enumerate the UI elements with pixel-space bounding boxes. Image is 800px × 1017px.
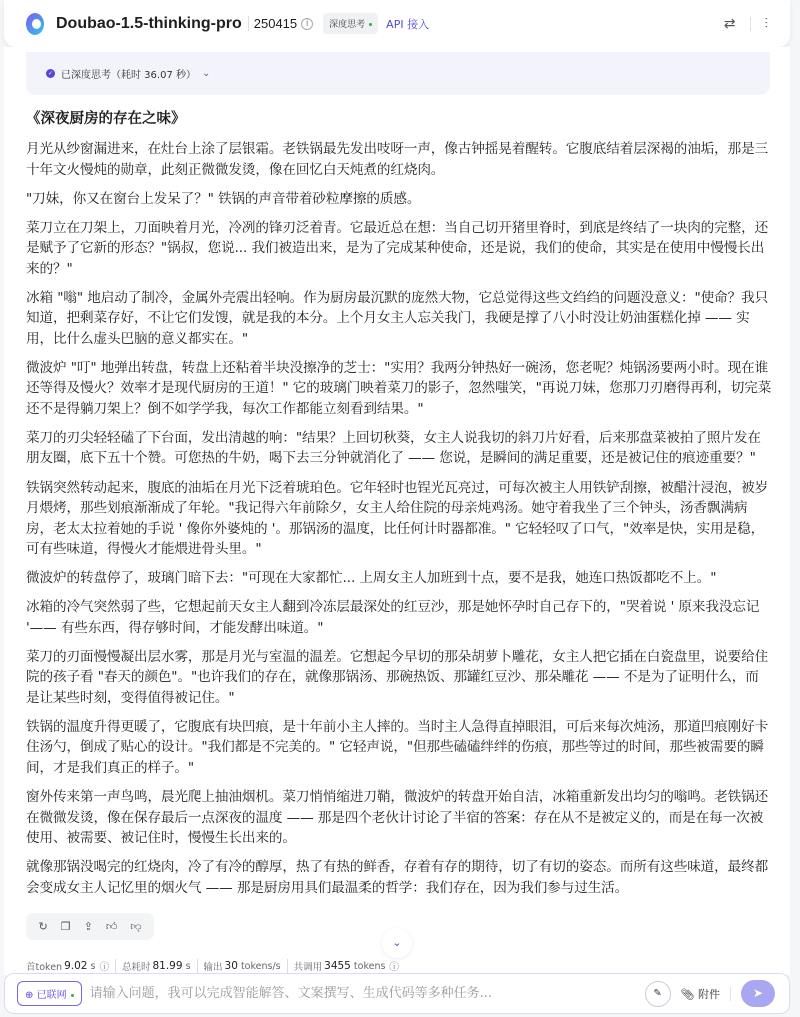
message-input[interactable] xyxy=(88,985,645,1002)
paragraph: 窗外传来第一声鸟鸣，晨光爬上抽油烟机。菜刀悄悄缩进刀鞘，微波炉的转盘开始自洁，冰箱重新发出均匀的嗡鸣。老铁锅还在微微发烫，像在保存最后一点深夜的温度 —— 那是四个老伙计讨论了半宿的答案：存在从不是被定义的，而是在每一次被使用、被需要、被记住时，慢慢生长出来的。 xyxy=(26,789,769,847)
send-button[interactable]: ➤ xyxy=(741,980,775,1007)
article-title: 《深夜厨房的存在之味》 xyxy=(26,111,186,127)
output-value: 30 xyxy=(224,960,238,972)
settings-sliders-icon[interactable]: ⫶ xyxy=(764,15,768,32)
share-icon[interactable]: ⇪ xyxy=(83,920,93,933)
paragraph: "刀妹，你又在窗台上发呆了？" 铁锅的声音带着砂粒摩擦的质感。 xyxy=(26,190,421,207)
total-time-value: 81.99 xyxy=(152,960,183,972)
paragraph: 菜刀立在刀架上，刀面映着月光，冷冽的锋刃泛着青。它最近总在想：当自己切开猪里脊时，到底是终结了一块肉的完整，还是赋予了它新的形态？"锅叔，您说... 我们被造出来，是为了完成某种使命，还是说，我们的使命，其实是在使用中慢慢长出来的？" xyxy=(26,219,769,277)
paragraph: 冰箱的冷气突然弱了些，它想起前天女主人翻到冷冻层最深处的红豆沙，那是她怀孕时自己存下的，"哭着说 ' 原来我没忘记 '—— 有些东西，得存够时间，才能发酵出味道。" xyxy=(26,599,760,636)
first-token-value: 9.02 xyxy=(64,960,88,972)
magic-wand-icon[interactable]: ✎ xyxy=(645,981,671,1007)
thinking-summary[interactable] xyxy=(26,52,770,95)
scroll-down-button[interactable]: ⌄ xyxy=(382,928,412,958)
output-label: 输出 xyxy=(197,959,223,973)
paragraph: 冰箱 "嗡" 地启动了制冷，金属外壳震出轻响。作为厨房最沉默的庞然大物，它总觉得这些文绉绉的问题没意义："使命？我只知道，把剩菜存好，不让它们发馊，就是我的本分。上个月女主人忘关我门，我硬是撑了八小时没让奶油蛋糕化掉 —— 实用，比什么虚头巴脑的意义都实在。" xyxy=(26,289,769,347)
answer-content xyxy=(26,109,772,907)
deep-thinking-tag xyxy=(323,13,378,34)
thinking-label: 已深度思考（耗时 36.07 秒） xyxy=(61,70,196,81)
swap-icon[interactable]: ⇄ xyxy=(723,15,736,32)
called-label: 共调用 xyxy=(287,959,323,973)
copy-icon[interactable]: ❐ xyxy=(60,920,71,933)
model-name[interactable]: Doubao-1.5-thinking-pro xyxy=(56,14,242,32)
chat-area xyxy=(4,47,790,975)
paragraph: 菜刀的刃尖轻轻磕了下台面，发出清越的响："结果？上回切秋葵，女主人说我切的斜刀片好看，后来那盘菜被拍了照片发在朋友圈，底下五十个赞。可您热的牛奶，喝下去三分钟就消化了 —— 您说，是瞬间的满足重要，还是被记住的痕迹重要？" xyxy=(26,429,761,467)
info-icon[interactable]: ⓘ xyxy=(389,962,399,973)
paragraph: 菜刀的刃面慢慢凝出层水雾，那是月光与室温的温差。它想起今早切的那朵胡萝卜雕花，女主人把它插在白瓷盘里，说要给住院的孩子看 "春天的颜色"。"也许我们的存在，就像那锅汤、那碗热饭、那罐红豆沙、那朵雕花 —— 不是为了证明什么，而是让某些时刻，变得值得被记住。" xyxy=(26,648,769,706)
model-version: 250415 xyxy=(248,16,297,31)
total-time-label: 总耗时 xyxy=(115,959,151,973)
paragraph: 铁锅的温度升得更暖了，它腹底有块凹痕，是十年前小主人摔的。当时主人急得直掉眼泪，可后来每次炖汤，那道凹痕刚好卡住汤勺，倒成了贴心的设计。"我们都是不完美的。" 它轻声说，"但那些磕磕绊绊的伤痕，那些等过的时间，那些被需要的瞬间，才是我们真正的样子。" xyxy=(26,718,769,776)
web-search-toggle[interactable] xyxy=(17,981,82,1006)
tag-label: 深度思考 xyxy=(329,20,366,30)
message-actions xyxy=(26,913,154,940)
unit: s xyxy=(185,960,191,972)
first-token-label: 首token xyxy=(26,962,63,973)
check-icon: ✓ xyxy=(47,70,54,77)
status-dot-icon xyxy=(71,994,74,997)
attach-label: 附件 xyxy=(698,987,720,1001)
globe-icon: ⊕ xyxy=(25,990,34,1001)
chevron-down-icon[interactable]: ⌄ xyxy=(202,68,211,79)
called-value: 3455 xyxy=(324,960,351,972)
paperclip-icon: 📎︎ xyxy=(680,987,695,1001)
info-icon[interactable]: i xyxy=(301,18,313,30)
divider xyxy=(730,987,731,1001)
regenerate-icon[interactable]: ↻ xyxy=(38,920,48,933)
unit: tokens xyxy=(353,960,386,972)
info-icon[interactable]: ⓘ xyxy=(99,962,109,973)
thumbs-up-icon[interactable]: 👍︎ xyxy=(105,920,118,933)
paragraph: 微波炉的转盘停了，玻璃门暗下去："可现在大家都忙... 上周女主人加班到十点，要不是我，她连口热饭都吃不上。" xyxy=(26,570,717,587)
paragraph: 就像那锅没喝完的红烧肉，冷了有冷的醇厚，热了有热的鲜香，存着有存的期待，切了有切的姿态。而所有这些味道，最终都会变成女主人记忆里的烟火气 —— 那是厨房用具们最温柔的哲学：我们存在，因为我们参与过生活。 xyxy=(26,859,769,896)
api-access-link[interactable]: API 接入 xyxy=(386,17,430,31)
paragraph: 微波炉 "叮" 地弹出转盘，转盘上还粘着半块没擦净的芝士："实用？我两分钟热好一碗汤，您老呢？炖锅汤要两小时。现在谁还等得及慢火？效率才是现代厨房的王道！" 它的玻璃门映着菜刀的影子，忽然嗤笑，"再说刀妹，您那刀刃磨得再利，切完菜还不是得躺刀架上？倒不如学学我，每次工作都能立刻看到结果。" xyxy=(26,359,772,417)
doubao-logo-icon xyxy=(26,13,44,35)
token-stats xyxy=(26,959,399,973)
network-label: 已联网 xyxy=(36,990,67,1001)
unit: tokens/s xyxy=(240,960,281,972)
status-dot-icon xyxy=(369,23,372,26)
attach-button[interactable] xyxy=(681,986,720,1002)
chat-input-bar xyxy=(4,973,790,1014)
divider xyxy=(750,17,751,31)
top-header xyxy=(4,0,790,47)
paragraph: 月光从纱窗漏进来，在灶台上涂了层银霜。老铁锅最先发出吱呀一声，像古钟摇晃着醒转。它腹底结着层深褐的油垢，那是三十年文火慢炖的勋章，此刻正微微发烫，像在回忆白天炖煮的红烧肉。 xyxy=(26,141,769,178)
unit: s xyxy=(90,960,96,972)
paragraph: 铁锅突然转动起来，腹底的油垢在月光下泛着琥珀色。它年轻时也锃光瓦亮过，可每次被主人用铁铲刮擦，被醋汁浸泡，被岁月煨烤，那些划痕渐渐成了年轮。"我记得六年前除夕，女主人给住院的母亲炖鸡汤。她守着我坐了三个钟头，汤香飘满病房，老太太拉着她的手说 ' 像你外婆炖的 '。那锅汤的温度，比任何计时器都准。" 它轻轻叹了口气，"效率是快，实用是稳，可有些味道，得慢火才能煨进骨头里。" xyxy=(26,479,769,558)
thumbs-down-icon[interactable]: 👎︎ xyxy=(130,920,142,933)
